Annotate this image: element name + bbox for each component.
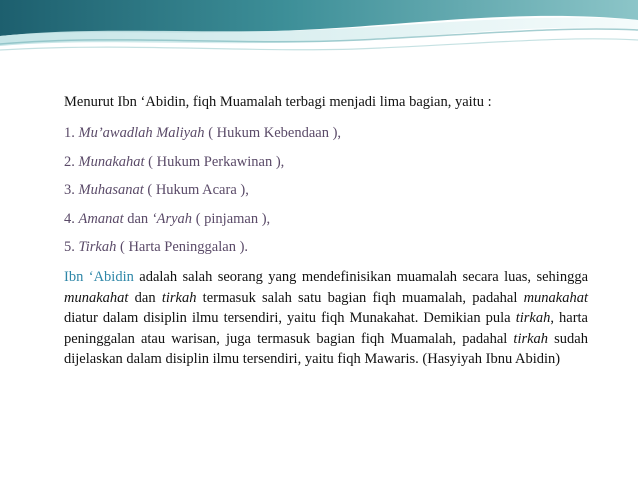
- list-item-number: 5.: [64, 239, 75, 256]
- list-item: [64, 148, 341, 177]
- list-item-description: ( Harta Peninggalan ).: [116, 239, 249, 256]
- list-item-number: 4.: [64, 210, 75, 227]
- list-item: [64, 176, 341, 205]
- paragraph-emphasis: munakahat: [64, 289, 129, 306]
- paragraph-emphasis: tirkah: [161, 289, 197, 306]
- bagian-list: [64, 119, 341, 262]
- paragraph-text: sudah dijelaskan dalam disiplin ilmu tersendiri, yaitu fiqh Mawaris. (Hasyiyah Ibnu Abidin): [64, 330, 588, 367]
- intro-text: Menurut Ibn ‘Abidin, fiqh Muamalah terbagi menjadi lima bagian, yaitu :: [64, 94, 492, 110]
- author-name: Ibn ‘Abidin: [64, 269, 134, 285]
- list-item-term-2: ‘Aryah: [151, 210, 193, 227]
- paragraph-text: termasuk salah satu bagian fiqh muamalah, padahal: [196, 289, 524, 306]
- paragraph-text: dan: [128, 289, 162, 306]
- list-item: [64, 205, 341, 234]
- list-item-term: Mu’awadlah Maliyah: [78, 125, 205, 141]
- list-item: [64, 119, 341, 148]
- list-item-number: 2.: [64, 153, 75, 170]
- paragraph-text: diatur dalam disiplin ilmu tersendiri, yaitu fiqh Munakahat. Demikian pula: [64, 310, 516, 326]
- list-item-connector: dan: [123, 210, 152, 227]
- wave-decoration: [0, 0, 638, 56]
- paragraph-emphasis: tirkah: [513, 330, 549, 347]
- list-item-term: Tirkah: [78, 239, 117, 256]
- list-item-description: ( Hukum Acara ),: [143, 182, 249, 199]
- list-item-description: ( pinjaman ),: [192, 210, 271, 227]
- list-item-term: Muhasanat: [78, 182, 144, 199]
- paragraph-text: adalah salah seorang yang mendefinisikan muamalah secara luas, sehingga: [133, 269, 589, 285]
- list-item-number: 1.: [64, 125, 75, 141]
- list-item-term: Amanat: [78, 210, 124, 227]
- list-item-number: 3.: [64, 182, 75, 199]
- header-banner: [0, 0, 638, 56]
- explanation-paragraph: [64, 267, 588, 370]
- paragraph-text: , harta peninggalan atau warisan, juga termasuk bagian fiqh Muamalah, padahal: [64, 310, 588, 347]
- list-item-description: ( Hukum Perkawinan ),: [144, 153, 285, 170]
- list-item-term: Munakahat: [78, 153, 145, 170]
- list-item-description: ( Hukum Kebendaan ),: [204, 125, 342, 141]
- list-item: [64, 233, 341, 262]
- paragraph-emphasis: tirkah: [515, 310, 551, 326]
- paragraph-emphasis: munakahat: [523, 289, 589, 306]
